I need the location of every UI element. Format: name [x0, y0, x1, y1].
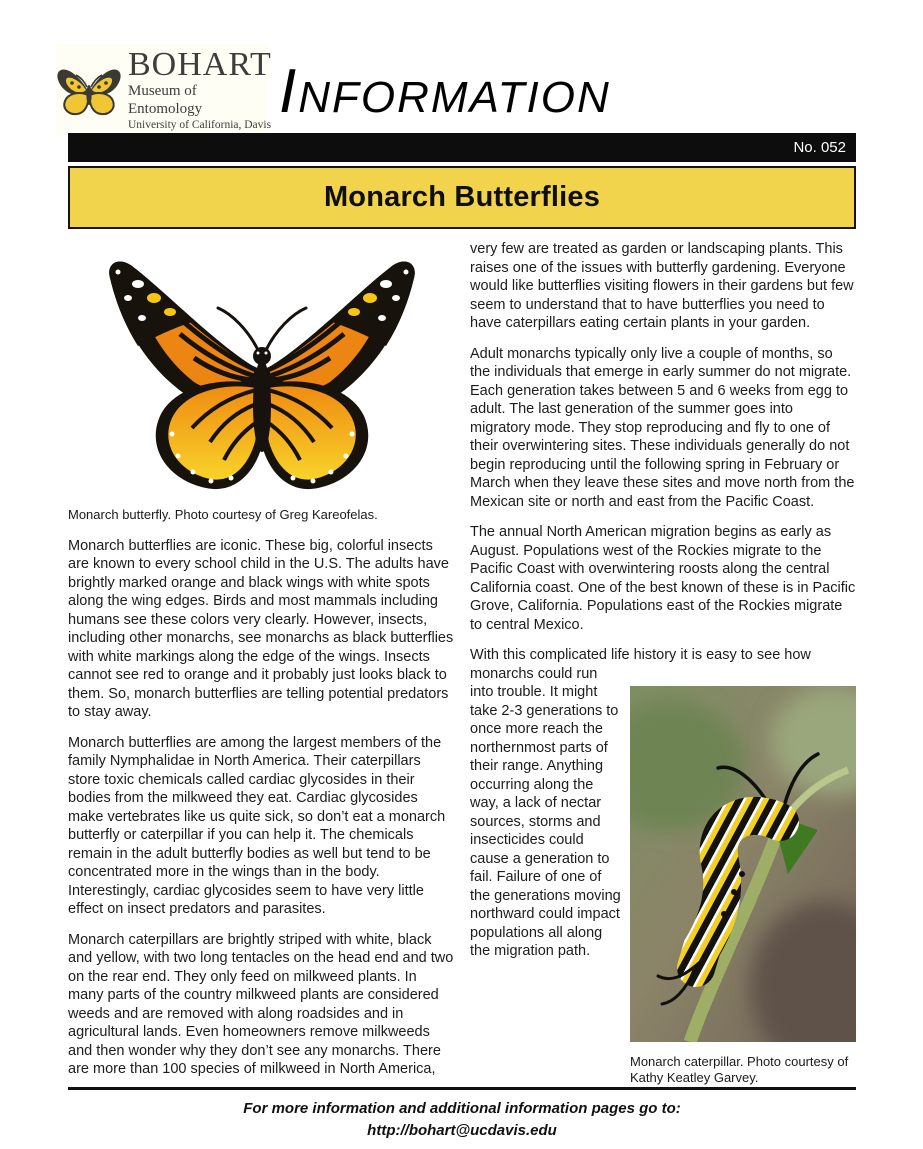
- logo-subtitle: Museum of Entomology: [128, 83, 203, 117]
- footer-divider: [68, 1087, 856, 1090]
- bohart-logo: [56, 44, 272, 136]
- monarch-caterpillar-photo: [630, 686, 856, 1086]
- logo-text: [128, 48, 272, 132]
- masthead-initial: I: [279, 57, 299, 126]
- butterfly-photo-caption: Monarch butterfly. Photo courtesy of Greg Kareofelas.: [68, 506, 378, 522]
- monarch-caterpillar-image: [630, 686, 856, 1042]
- body-paragraph: Monarch butterflies are among the largest members of the family Nymphalidae in North America. Their caterpillars store toxic chemicals called cardiac glycosides in their bodies from the milkweed they eat. Cardiac glycosides make vertebrates like us quite sick, so don’t eat a monarch butterfly or caterpillar if you can help it. The chemicals remain in the adult butterfly bodies as well but tend to be concentrated more in the wings than in the body. Interestingly, cardiac glycosides seem to have very little effect on insect predators and parasites.: [68, 734, 446, 917]
- body-paragraph: Adult monarchs typically only live a couple of months, so the individuals that emerge in early summer do not migrate. Each generation takes between 5 and 6 weeks from egg to adult. The last generation of the summer goes into migratory mode. They stop reproducing and fly to one of their overwintering sites. These individuals generally do not begin reproducing until the following spring in February or March when they leave these sites and move north from the Mexican site or north and east from the Pacific Coast.: [470, 345, 855, 510]
- masthead-title: [279, 56, 611, 127]
- issue-number: No. 052: [793, 139, 846, 156]
- monarch-butterfly-photo: [68, 238, 456, 523]
- issue-number-bar: [68, 133, 856, 162]
- body-paragraph-wrapped: monarchs could run into trouble. It might take 2-3 generations to once more reach the northernmost parts of their range. Anything occurring along the way, a lack of nectar sources, storms and insecticides could cause a generation to fail. Failure of one of the generations moving northward could impact populations all along the migration path.: [470, 665, 621, 959]
- title-banner: [68, 166, 856, 229]
- footer-link[interactable]: http://bohart@ucdavis.edu: [367, 1122, 557, 1139]
- page-title: Monarch Butterflies: [323, 181, 601, 213]
- body-paragraph: very few are treated as garden or landscaping plants. This raises one of the issues with butterfly gardening. Everyone would like butterflies visiting flowers in their gardens but few seem to understand that to have butterflies you need to have caterpillars eating certain plants in your garden.: [470, 241, 854, 331]
- monarch-butterfly-image: [72, 238, 452, 493]
- left-column: [68, 238, 456, 1091]
- masthead-rest: NFORMATION: [298, 73, 611, 122]
- body-paragraph: With this complicated life history it is easy to see how: [470, 647, 811, 663]
- logo-title: BOHART: [128, 46, 272, 83]
- footer-note: For more information and additional information pages go to:: [243, 1100, 681, 1117]
- footer: [68, 1098, 856, 1142]
- body-paragraph: The annual North American migration begins as early as August. Populations west of the Rockies migrate to the Pacific Coast with overwintering roosts along the central California coast. One of the best known of these is in Pacific Grove, California. Populations east of the Rockies migrate to central Mexico.: [470, 524, 856, 633]
- bohart-butterfly-logo-icon: [56, 62, 122, 118]
- logo-institution: University of California, Davis: [128, 119, 272, 131]
- body-paragraph: Monarch butterflies are iconic. These big, colorful insects are known to every school child in the U.S. The adults have brightly marked orange and black wings with white spots along the wing edges. Birds and most mammals including humans see these colors very clearly. However, insects, including other monarchs, see monarchs as black butterflies with white markings along the edge of the wings. Insects cannot see red to orange and it probably just looks black to them. So, monarch butterflies are telling potential predators to stay away.: [68, 537, 454, 720]
- caterpillar-photo-caption: Monarch caterpillar. Photo courtesy of Kathy Keatley Garvey.: [630, 1054, 849, 1085]
- body-paragraph: Monarch caterpillars are brightly striped with white, black and yellow, with two long tentacles on the head end and two on the rear end. They only feed on milkweed plants. In many parts of the country milkweed plants are considered weeds and are removed with along roadsides and in agricultural lands. Even homeowners remove milkweeds and then wonder why they don’t see any monarchs. There are more than 100 species of milkweed in North America,: [68, 931, 454, 1077]
